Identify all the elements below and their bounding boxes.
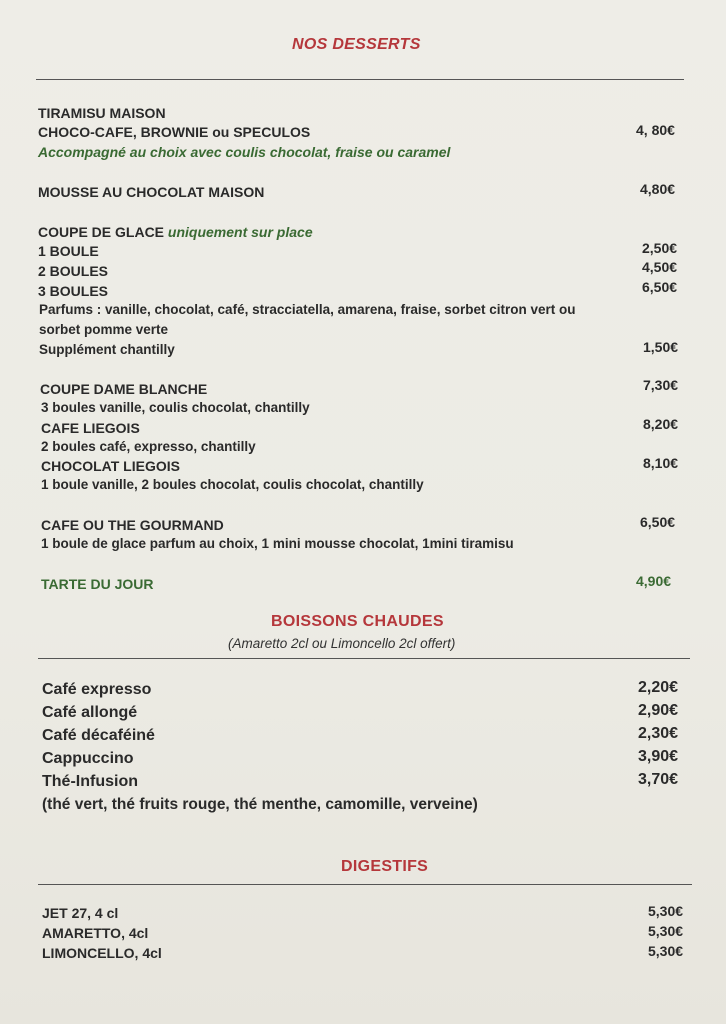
boisson-price: 2,90€ <box>638 702 679 719</box>
boisson-name: Cappuccino <box>42 750 134 767</box>
boisson-price: 3,70€ <box>638 771 679 788</box>
chocolat-liegois-title: CHOCOLAT LIEGOIS <box>41 458 180 474</box>
gourmand-desc: 1 boule de glace parfum au choix, 1 mini mousse chocolat, 1mini tiramisu <box>41 536 514 551</box>
coupe-glace-note: uniquement sur place <box>167 224 313 240</box>
coupe-glace-label: COUPE DE GLACE <box>38 224 165 240</box>
boule2-label: 2 BOULES <box>38 263 109 279</box>
desserts-title: NOS DESSERTS <box>292 36 421 53</box>
tiramisu-variants: CHOCO-CAFE, BROWNIE ou SPECULOS <box>38 124 311 140</box>
cafe-liegois-desc: 2 boules café, expresso, chantilly <box>41 439 256 454</box>
digestif-name: JET 27, 4 cl <box>42 905 119 921</box>
gourmand-title: CAFE OU THE GOURMAND <box>41 517 224 533</box>
boisson-name: Café décaféiné <box>42 727 155 744</box>
digestif-name: LIMONCELLO, 4cl <box>42 945 162 961</box>
tiramisu-price: 4, 80€ <box>636 122 675 138</box>
chantilly-label: Supplément chantilly <box>39 342 175 357</box>
mousse-price: 4,80€ <box>640 181 676 197</box>
mousse-title: MOUSSE AU CHOCOLAT MAISON <box>38 184 265 200</box>
boule2-price: 4,50€ <box>642 259 678 275</box>
chocolat-liegois-desc: 1 boule vanille, 2 boules chocolat, coulis chocolat, chantilly <box>41 477 424 492</box>
digestif-name: AMARETTO, 4cl <box>42 925 149 941</box>
boisson-name: Café expresso <box>42 681 152 698</box>
boisson-price: 3,90€ <box>638 748 679 765</box>
dame-blanche-title: COUPE DAME BLANCHE <box>40 381 208 397</box>
tea-note: (thé vert, thé fruits rouge, thé menthe, camomille, verveine) <box>42 796 478 813</box>
boule1-price: 2,50€ <box>642 240 678 256</box>
boissons-subtitle: (Amaretto 2cl ou Limoncello 2cl offert) <box>228 636 456 651</box>
tiramisu-note: Accompagné au choix avec coulis chocolat, fraise ou caramel <box>38 144 451 160</box>
digestif-price: 5,30€ <box>648 943 684 959</box>
digestif-price: 5,30€ <box>648 903 684 919</box>
tarte-title: TARTE DU JOUR <box>41 576 154 592</box>
boisson-name: Thé-Infusion <box>42 773 138 790</box>
boissons-title: BOISSONS CHAUDES <box>271 613 444 630</box>
tarte-price: 4,90€ <box>636 573 672 589</box>
boule1-label: 1 BOULE <box>38 243 99 259</box>
parfums-line2: sorbet pomme verte <box>39 322 169 337</box>
coupe-glace-title <box>38 224 313 240</box>
cafe-liegois-title: CAFE LIEGOIS <box>41 420 140 436</box>
digestifs-title: DIGESTIFS <box>341 858 429 875</box>
boissons-divider <box>38 658 690 659</box>
tiramisu-title: TIRAMISU MAISON <box>38 105 166 121</box>
dame-blanche-desc: 3 boules vanille, coulis chocolat, chantilly <box>41 400 310 415</box>
chantilly-price: 1,50€ <box>643 339 679 355</box>
boule3-price: 6,50€ <box>642 279 678 295</box>
boisson-price: 2,30€ <box>638 725 679 742</box>
dame-blanche-price: 7,30€ <box>643 377 679 393</box>
desserts-divider <box>36 79 684 80</box>
parfums-line1: Parfums : vanille, chocolat, café, stracciatella, amarena, fraise, sorbet citron vert ou <box>39 302 576 317</box>
boisson-price: 2,20€ <box>638 679 679 696</box>
digestif-price: 5,30€ <box>648 923 684 939</box>
gourmand-price: 6,50€ <box>640 514 676 530</box>
digestifs-divider <box>38 884 692 885</box>
chocolat-liegois-price: 8,10€ <box>643 455 679 471</box>
cafe-liegois-price: 8,20€ <box>643 416 679 432</box>
boule3-label: 3 BOULES <box>38 283 109 299</box>
boisson-name: Café allongé <box>42 704 138 721</box>
